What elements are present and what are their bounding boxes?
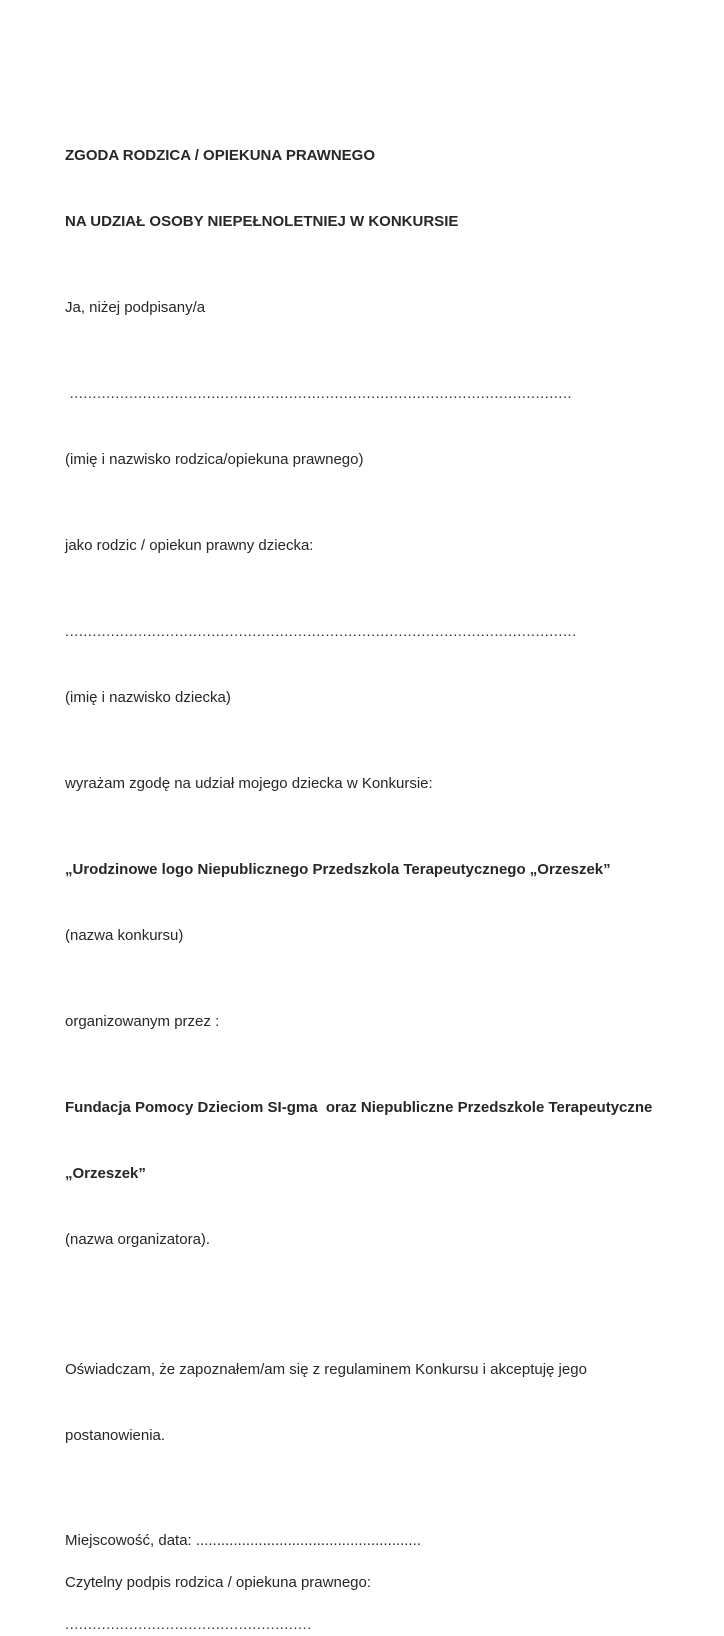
organizer-caption: (nazwa organizatora).	[65, 1231, 211, 1248]
statement-line-2: postanowienia.	[65, 1427, 166, 1444]
statement-block	[65, 1315, 666, 1491]
role-line: jako rodzic / opiekun prawny dziecka:	[65, 537, 314, 554]
parent-name-dotted-line: ..............................................................................................................	[65, 385, 573, 402]
organizer-block	[65, 1053, 666, 1295]
parent-name-field	[65, 339, 666, 515]
organizer-name-line-1: Fundacja Pomocy Dzieciom SI-gma oraz Niepubliczne Przedszkole Terapeutyczne	[65, 1099, 653, 1116]
contest-name: „Urodzinowe logo Niepublicznego Przedszkola Terapeutycznego „Orzeszek”	[65, 861, 611, 878]
document-title-line-1: ZGODA RODZICA / OPIEKUNA PRAWNEGO	[65, 147, 376, 164]
child-name-dotted-line: ................................................................................................................	[65, 623, 577, 640]
organized-by-line: organizowanym przez :	[65, 1013, 220, 1030]
document-title-line-2: NA UDZIAŁ OSOBY NIEPEŁNOLETNIEJ W KONKURSIE	[65, 213, 459, 230]
child-name-caption: (imię i nazwisko dziecka)	[65, 689, 231, 706]
consent-line: wyrażam zgodę na udział mojego dziecka w Konkursie:	[65, 775, 433, 792]
signature-dotted-line: ......................................................	[65, 1616, 312, 1633]
contest-name-block	[65, 815, 666, 991]
signature-label: Czytelny podpis rodzica / opiekuna prawnego:	[65, 1574, 372, 1591]
statement-line-1: Oświadczam, że zapoznałem/am się z regulaminem Konkursu i akceptuję jego	[65, 1361, 587, 1378]
place-date-line: Miejscowość, data: ......................................................	[65, 1532, 421, 1549]
document-title	[65, 101, 666, 277]
intro-line: Ja, niżej podpisany/a	[65, 299, 206, 316]
organizer-name-line-2: „Orzeszek”	[65, 1165, 146, 1182]
parent-name-caption: (imię i nazwisko rodzica/opiekuna prawnego)	[65, 451, 364, 468]
contest-name-caption: (nazwa konkursu)	[65, 927, 184, 944]
child-name-field	[65, 577, 666, 753]
